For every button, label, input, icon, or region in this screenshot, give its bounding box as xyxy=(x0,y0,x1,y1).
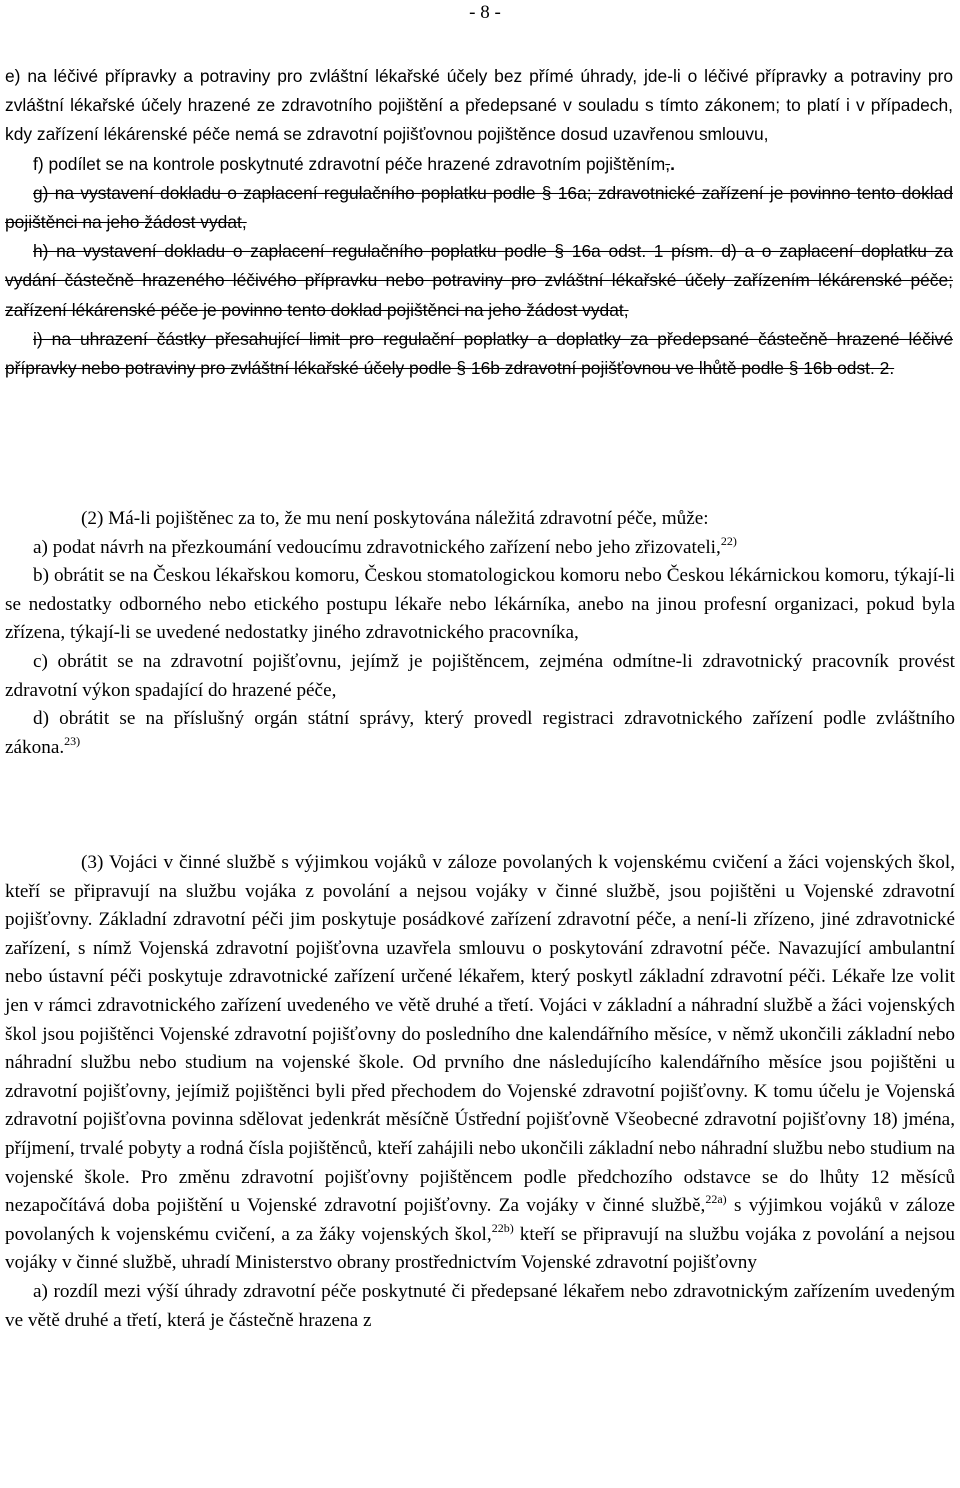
list-item-g-deleted xyxy=(5,179,953,237)
item-d-text: d) obrátit se na příslušný orgán státní správy, který provedl registraci zdravotnického zařízení podle zvláštního zákona. xyxy=(5,708,955,758)
list-item-i-deleted xyxy=(5,325,953,383)
amended-list xyxy=(5,62,953,383)
item-e-text: e) na léčivé přípravky a potraviny pro zvláštní lékařské účely bez přímé úhrady, jde-li o léčivé přípravky a potraviny pro zvláštní lékařské účely hrazené ze zdravotního pojištění a předepsané v souladu s tímto zákonem; to platí i v případech, kdy zařízení lékárenské péče nemá se zdravotní pojišťovnou pojištěnce dosud uzavřenou smlouvu, xyxy=(5,66,953,145)
paragraph-2 xyxy=(5,505,955,762)
page-number: - 8 - xyxy=(469,2,501,23)
footnote-ref-22b: 22b) xyxy=(491,1220,514,1235)
paragraph-2-intro: (2) Má-li pojištěnec za to, že mu není poskytována náležitá zdravotní péče, může: xyxy=(81,508,709,529)
footnote-ref-22: 22) xyxy=(720,533,737,548)
item-a-text: a) podat návrh na přezkoumání vedoucímu zdravotnického zařízení nebo jeho zřizovateli, xyxy=(33,536,721,558)
paragraph-2-item-c: c) obrátit se na zdravotní pojišťovnu, jejímž je pojištěncem, zejména odmítne-li zdravotnický pracovník provést zdravotní výkon spadající do hrazené péče, xyxy=(5,650,955,701)
paragraph-3-item-a: a) rozdíl mezi výší úhrady zdravotní péče poskytnuté či předepsané lékařem nebo zdravotnickým zařízením uvedeným ve větě druhé a třetí, která je částečně hrazena z xyxy=(5,1280,955,1331)
paragraph-3-part3: kteří se připravují na službu vojáka z povolání a nejsou vojáky v činné službě, uhradí Ministerstvo obrany prostřednictvím Vojenské zdravotní pojišťovny xyxy=(5,1223,955,1274)
footnote-ref-23: 23) xyxy=(64,733,81,748)
item-h-text: h) na vystavení dokladu o zaplacení regulačního poplatku podle § 16a odst. 1 písm. d) a o zaplacení doplatku za vydání částečně hrazeného léčivého přípravku nebo potraviny pro zvláštní lékařské účely zařízením lékárenské péče; zařízení lékárenské péče je povinno tento doklad pojištěnci na jeho žádost vydat, xyxy=(5,241,953,320)
footnote-ref-22a: 22a) xyxy=(705,1192,727,1207)
list-item-h-deleted xyxy=(5,237,953,325)
item-i-text: i) na uhrazení částky přesahující limit pro regulační poplatky a doplatky za předepsané částečně hrazené léčivé přípravky nebo potraviny pro zvláštní lékařské účely podle § 16b zdravotní pojišťovnou ve lhůtě podle § 16b odst. 2. xyxy=(5,328,953,379)
paragraph-3-text xyxy=(5,849,955,1278)
paragraph-2-item-b: b) obrátit se na Českou lékařskou komoru, Českou stomatologickou komoru nebo Českou lékárnickou komoru, týkají-li se nedostatky odborného nebo etického postupu lékaře nebo lékárníka, anebo na jinou profesní organizaci, pokud byla zřízena, týkají-li se uvedené nedostatky jiného zdravotnického pracovníka, xyxy=(5,565,955,644)
list-item-e xyxy=(5,62,953,150)
list-item-f xyxy=(5,150,953,179)
paragraph-2-item-a xyxy=(5,534,955,563)
item-f-text: f) podílet se na kontrole poskytnuté zdravotní péče hrazené zdravotním pojištěním xyxy=(33,153,666,174)
paragraph-3 xyxy=(5,849,955,1335)
paragraph-2-item-d xyxy=(5,705,955,762)
item-g-text: g) na vystavení dokladu o zaplacení regulačního poplatku podle § 16a; zdravotnické zařízení je povinno tento doklad pojištěnci na jeho žádost vydat, xyxy=(5,182,953,233)
item-f-struck-punct: , xyxy=(665,153,671,174)
paragraph-3-part1: (3) Vojáci v činné službě s výjimkou vojáků v záloze povolaných k vojenskému cvičení a žáci vojenských škol, kteří se připravují na službu vojáka z povolání a nejsou vojáky v činné službě, jsou pojištěni u Vojenské zdravotní pojišťovny. Základní zdravotní péči jim poskytuje posádkové zařízení zdravotní péče, a není-li zřízeno, jiné zdravotnické zařízení, s nímž Vojenská zdravotní pojišťovna uzavřela smlouvu o poskytování zdravotní péče. Navazující ambulantní nebo ústavní péči poskytuje zdravotnické zařízení určené lékařem, který poskytl základní zdravotní péči. Lékaře lze volit jen v rámci zdravotnického zařízení uvedeného ve větě druhé a třetí. Vojáci v základní a náhradní službě a žáci vojenských škol jsou pojištěnci Vojenské zdravotní pojišťovny do posledního dne kalendářního měsíce, v němž ukončili základní nebo náhradní službu nebo studium na vojenské škole. Od prvního dne následujícího kalendářního měsíce jsou pojištěni u zdravotní pojišťovny, jejímiž pojištěnci byli před přechodem do Vojenské zdravotní pojišťovny. K tomu účelu je Vojenská zdravotní pojišťovna povinna sdělovat jedenkrát měsíčně Ústřední pojišťovně Všeobecné zdravotní pojišťovny 18) jména, příjmení, trvalé pobyty a rodná čísla pojištěnců, kteří zahájili nebo ukončili základní nebo náhradní službu nebo studium na vojenské škole. Pro změnu zdravotní pojišťovny pojištěncem podle předchozího odstavce se do lhůty 12 měsíců nezapočítává doba pojištění u Vojenské zdravotní pojišťovny. Za vojáky v činné službě, xyxy=(5,852,955,1217)
item-f-added-punct: . xyxy=(670,153,675,174)
paragraph-3-part2: s výjimkou vojáků v záloze povolaných k vojenskému cvičení, a za žáky vojenských škol, xyxy=(5,1195,955,1245)
